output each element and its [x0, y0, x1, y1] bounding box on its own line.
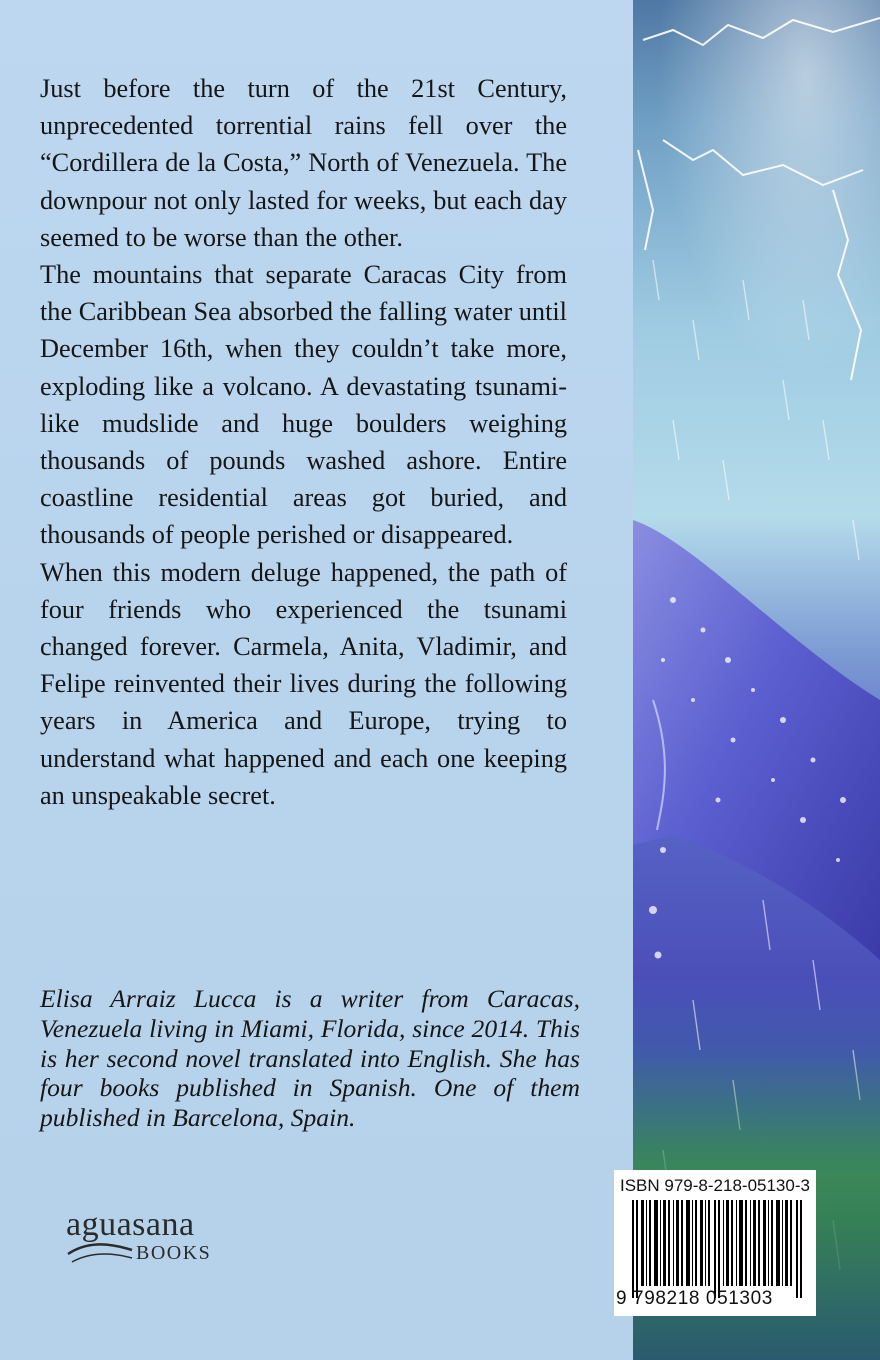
synopsis-paragraph: Just before the turn of the 21st Century, unprecedented torrential rains fell over the “Cordillera de la Costa,” North of Venezuela. The downpour not only lasted for weeks, but each day seemed to be worse than the other. — [40, 74, 567, 252]
rain-umbrella-illustration — [633, 0, 880, 1360]
synopsis-paragraph: The mountains that separate Caracas City from the Caribbean Sea absorbed the falling water until December 16th, when they couldn’t take more, exploding like a volcano. A devastating tsunami-like mudslide and huge boulders weighing thousands of pounds washed ashore. Entire coastline residential areas got buried, and thousands of people perished or disappeared. — [40, 260, 567, 550]
publisher-name: aguasana — [66, 1206, 195, 1243]
author-bio: Elisa Arraiz Lucca is a writer from Caracas, Venezuela living in Miami, Florida, since 2014. This is her second novel translated into English. She has four books published in Spanish. One of them published in Barcelona, Spain. — [40, 984, 580, 1133]
barcode-digits: 9 798218 051303 — [616, 1288, 773, 1309]
barcode-icon — [632, 1200, 806, 1298]
synopsis — [40, 70, 567, 814]
publisher-logo — [66, 1206, 246, 1276]
isbn-label: ISBN 979-8-218-05130-3 — [620, 1176, 810, 1195]
isbn-barcode — [614, 1170, 816, 1316]
wave-icon — [66, 1240, 136, 1270]
umbrella-icon — [633, 520, 880, 960]
cover-art-panel — [633, 0, 880, 1360]
publisher-imprint: BOOKS — [136, 1242, 212, 1264]
synopsis-paragraph: When this modern deluge happened, the path of four friends who experienced the tsunami changed forever. Carmela, Anita, Vladimir, and Felipe reinvented their lives during the following years in America and Europe, trying to understand what happened and each one keeping an unspeakable secret. — [40, 557, 567, 810]
